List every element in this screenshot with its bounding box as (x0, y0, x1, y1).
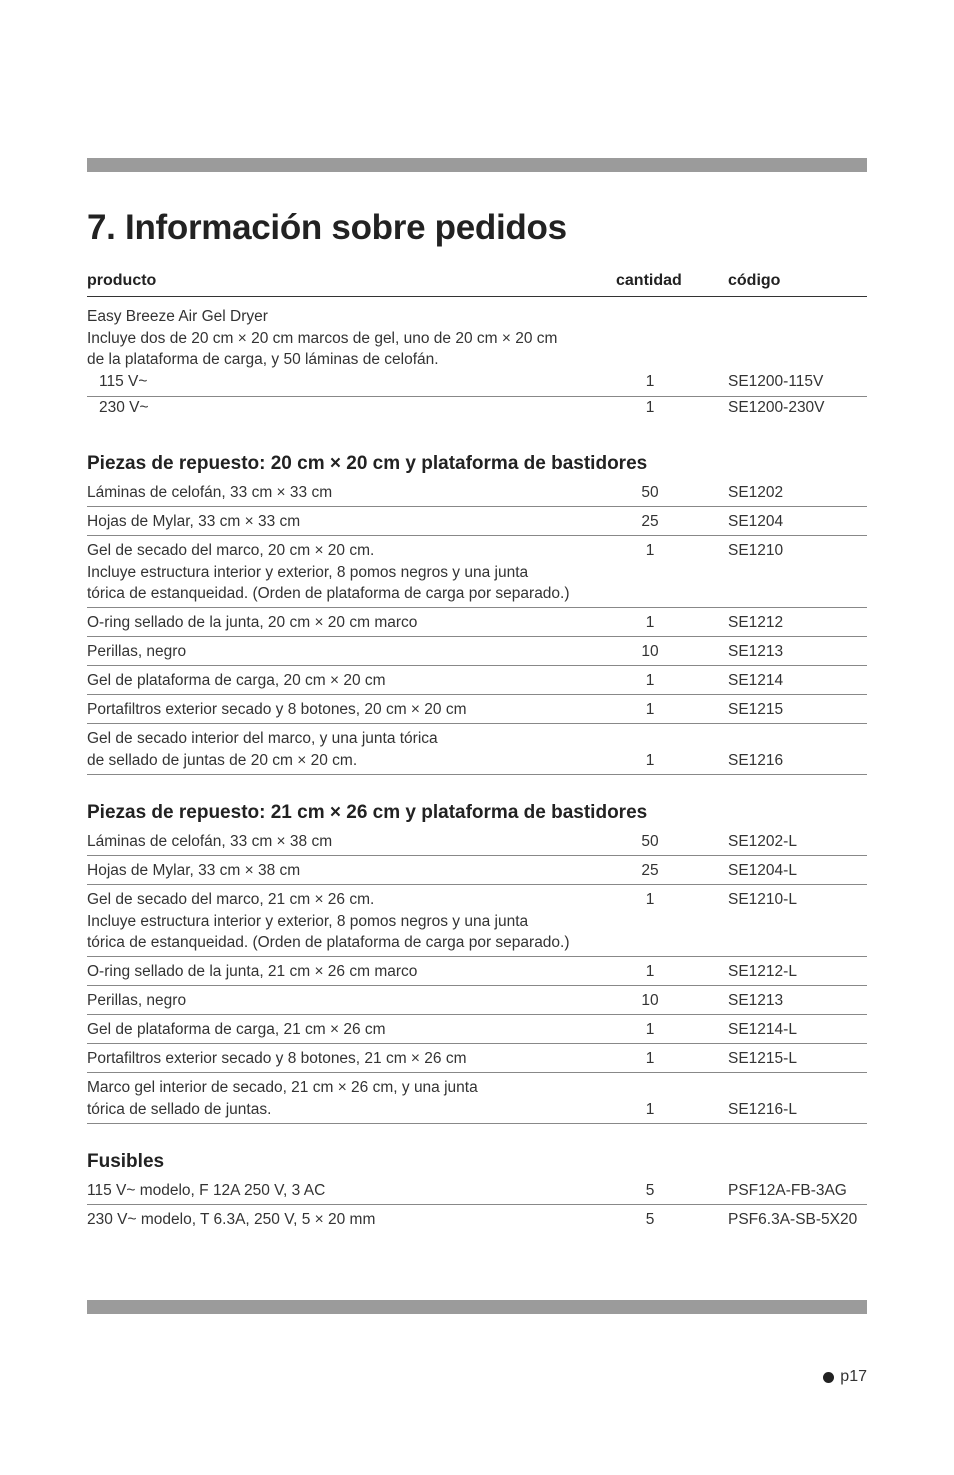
row-description: Perillas, negro (87, 992, 187, 1009)
row-description: Láminas de celofán, 33 cm × 38 cm (87, 833, 333, 850)
row-description: Gel de secado interior del marco, y una junta tórica de sellado de juntas de 20 cm × 20 cm. (87, 730, 438, 769)
table-row (87, 1073, 867, 1124)
variant-label: 115 V~ (99, 372, 148, 390)
table-row (87, 1044, 867, 1073)
row-quantity: 1 (645, 963, 655, 980)
table-row (87, 608, 867, 637)
table-row (87, 507, 867, 536)
product-variant-row (87, 371, 867, 397)
table-row (87, 1205, 867, 1234)
bullet-dot-icon (823, 1372, 834, 1383)
table-row (87, 637, 867, 666)
row-description: O-ring sellado de la junta, 20 cm × 20 cm marco (87, 614, 418, 631)
row-quantity: 1 (645, 614, 655, 631)
section-title: Piezas de repuesto: 20 cm × 20 cm y plataforma de bastidores (87, 453, 648, 474)
fuses-section (87, 1148, 867, 1234)
row-code: SE1213 (728, 643, 784, 660)
top-divider-bar (87, 158, 867, 172)
row-code: SE1214 (728, 672, 784, 689)
table-row (87, 986, 867, 1015)
table-row (87, 724, 867, 775)
row-description: Gel de secado del marco, 20 cm × 20 cm. Incluye estructura interior y exterior, 8 pomos negros y una junta tórica de estanqueidad. (Orden de plataforma de carga por separado.) (87, 542, 570, 602)
row-quantity: 1 (645, 751, 655, 769)
table-row (87, 695, 867, 724)
row-quantity: 50 (641, 484, 659, 501)
row-description: Gel de secado del marco, 21 cm × 26 cm. Incluye estructura interior y exterior, 8 pomos negros y una junta tórica de estanqueidad. (Orden de plataforma de carga por separado.) (87, 891, 570, 951)
row-quantity: 5 (645, 1182, 655, 1199)
table-row (87, 666, 867, 695)
row-quantity: 25 (641, 513, 659, 530)
row-quantity: 25 (641, 862, 659, 879)
spare-parts-section-21x26 (87, 799, 867, 1124)
row-description: Marco gel interior de secado, 21 cm × 26 cm, y una junta tórica de sellado de juntas. (87, 1079, 478, 1118)
row-quantity: 10 (641, 643, 659, 660)
main-product-description: Easy Breeze Air Gel Dryer Incluye dos de 20 cm × 20 cm marcos de gel, uno de 20 cm × 20 cm de la plataforma de carga, y 50 láminas de celofán. (87, 308, 558, 368)
row-code: SE1202 (728, 484, 784, 501)
section-title: Fusibles (87, 1151, 165, 1172)
row-description: Portafiltros exterior secado y 8 botones, 20 cm × 20 cm (87, 701, 467, 718)
row-quantity: 1 (645, 1050, 655, 1067)
variant-quantity: 1 (645, 372, 655, 390)
table-row (87, 885, 867, 957)
product-variant-row (87, 397, 867, 426)
table-row (87, 827, 867, 856)
table-row (87, 1015, 867, 1044)
bottom-divider-bar (87, 1300, 867, 1314)
row-description: Perillas, negro (87, 643, 187, 660)
row-code: SE1202-L (728, 833, 797, 850)
row-quantity: 1 (645, 701, 655, 718)
page-title: 7. Información sobre pedidos (87, 208, 567, 247)
row-code: SE1204-L (728, 862, 797, 879)
row-code: PSF12A-FB-3AG (728, 1182, 847, 1199)
row-code: SE1210 (728, 542, 784, 559)
row-quantity: 1 (645, 1021, 655, 1038)
row-code: SE1215-L (728, 1050, 797, 1067)
table-row (87, 957, 867, 986)
row-code: SE1216 (728, 751, 784, 769)
table-row (87, 536, 867, 608)
row-code: SE1214-L (728, 1021, 797, 1038)
row-quantity: 10 (641, 992, 659, 1009)
column-header-product: producto (87, 272, 157, 289)
column-header-code: código (728, 272, 781, 289)
table-column-header (87, 270, 867, 297)
row-code: SE1210-L (728, 891, 797, 908)
row-quantity: 1 (645, 542, 655, 559)
variant-code: SE1200-115V (728, 372, 824, 390)
row-quantity: 1 (645, 672, 655, 689)
row-code: SE1204 (728, 513, 784, 530)
row-description: Hojas de Mylar, 33 cm × 38 cm (87, 862, 301, 879)
row-code: SE1215 (728, 701, 784, 718)
row-description: Hojas de Mylar, 33 cm × 33 cm (87, 513, 301, 530)
row-code: SE1216-L (728, 1100, 797, 1118)
row-description: Gel de plataforma de carga, 20 cm × 20 cm (87, 672, 386, 689)
page-number-label: p17 (840, 1368, 867, 1385)
table-row (87, 856, 867, 885)
row-quantity: 1 (645, 891, 655, 908)
row-quantity: 50 (641, 833, 659, 850)
row-quantity: 1 (645, 1100, 655, 1118)
row-description: Láminas de celofán, 33 cm × 33 cm (87, 484, 333, 501)
variant-label: 230 V~ (99, 398, 149, 416)
row-code: SE1212-L (728, 963, 797, 980)
row-description: Portafiltros exterior secado y 8 botones, 21 cm × 26 cm (87, 1050, 467, 1067)
column-header-quantity: cantidad (616, 272, 682, 289)
spare-parts-section-20x20 (87, 450, 867, 775)
row-quantity: 5 (645, 1211, 655, 1228)
row-description: Gel de plataforma de carga, 21 cm × 26 cm (87, 1021, 386, 1038)
section-title: Piezas de repuesto: 21 cm × 26 cm y plataforma de bastidores (87, 802, 648, 823)
row-description: 115 V~ modelo, F 12A 250 V, 3 AC (87, 1182, 326, 1199)
variant-code: SE1200-230V (728, 398, 825, 416)
row-description: O-ring sellado de la junta, 21 cm × 26 cm marco (87, 963, 418, 980)
variant-quantity: 1 (645, 398, 655, 416)
table-row (87, 478, 867, 507)
row-description: 230 V~ modelo, T 6.3A, 250 V, 5 × 20 mm (87, 1211, 376, 1228)
main-product-block (87, 306, 867, 426)
table-row (87, 1176, 867, 1205)
page-number (823, 1368, 867, 1386)
row-code: SE1212 (728, 614, 784, 631)
row-code: SE1213 (728, 992, 784, 1009)
row-code: PSF6.3A-SB-5X20 (728, 1211, 858, 1228)
